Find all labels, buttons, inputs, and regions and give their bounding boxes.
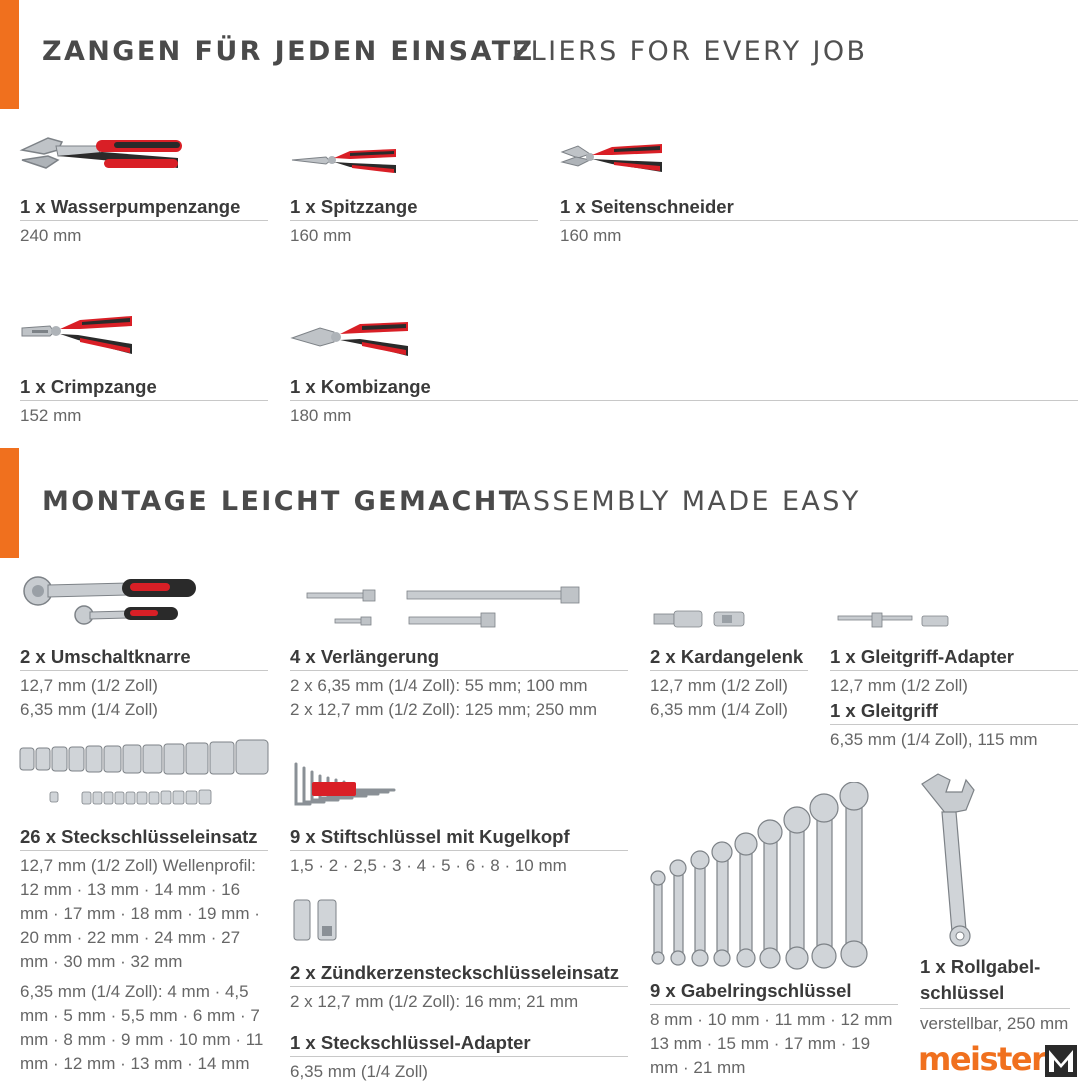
item-spec: 6,35 mm (1/4 Zoll), 115 mm <box>830 730 1038 749</box>
item-name: 1 x Rollgabel-schlüssel <box>920 954 1070 1009</box>
item-gleitgriff <box>830 700 1078 752</box>
item-spec: 12,7 mm (1/2 Zoll) <box>830 676 968 695</box>
item-name: 1 x Steckschlüssel-Adapter <box>290 1032 628 1057</box>
item-name: 1 x Kombizange <box>290 376 1078 401</box>
accent-bar-section1 <box>0 0 19 109</box>
needle-nose-pliers-image <box>290 145 400 177</box>
combination-pliers-image <box>290 318 410 360</box>
item-umschaltknarre <box>20 646 268 722</box>
item-spec: 180 mm <box>290 406 352 425</box>
combination-wrenches-image <box>648 782 880 974</box>
water-pump-pliers-image <box>18 132 188 177</box>
item-spec: 6,35 mm (1/4 Zoll) <box>650 700 788 719</box>
section1-title-en: PLIERS FOR EVERY JOB <box>512 36 868 67</box>
item-spec: 6,35 mm (1/4 Zoll): 4 mm · 4,5 mm · 5 mm · 5,5 mm · 6 mm · 7 mm · 8 mm · 9 mm · 10 mm · 11 mm · 12 mm · 13 mm · 14 mm <box>20 982 264 1073</box>
item-steckschluessel-adapter <box>290 1032 628 1084</box>
item-spec: 2 x 12,7 mm (1/2 Zoll): 125 mm; 250 mm <box>290 700 598 719</box>
item-kombizange <box>290 376 1078 428</box>
item-name: 1 x Gleitgriff-Adapter <box>830 646 1078 671</box>
universal-joint-image <box>652 608 752 632</box>
item-name: 26 x Steckschlüsseleinsatz <box>20 826 268 851</box>
ratchet-image <box>18 575 198 627</box>
item-zuendkerzensteckschluesseleinsatz <box>290 962 628 1014</box>
section1-title-de: ZANGEN FÜR JEDEN EINSATZ <box>42 36 535 67</box>
item-spitzzange <box>290 196 538 248</box>
hex-keys-image <box>290 758 402 812</box>
item-gleitgriff-adapter <box>830 646 1078 698</box>
item-spec: 160 mm <box>560 226 622 245</box>
meister-logo: meister <box>918 1040 1046 1078</box>
item-name: 2 x Umschaltknarre <box>20 646 268 671</box>
item-name: 9 x Gabelringschlüssel <box>650 980 898 1005</box>
item-name: 1 x Gleitgriff <box>830 700 1078 725</box>
item-spec: 12,7 mm (1/2 Zoll) <box>20 676 158 695</box>
item-stiftschluessel <box>290 826 628 878</box>
section2-title-en: ASSEMBLY MADE EASY <box>512 486 861 517</box>
item-name: 1 x Wasserpumpenzange <box>20 196 268 221</box>
side-cutter-image <box>560 140 666 178</box>
item-name: 1 x Spitzzange <box>290 196 538 221</box>
item-kardangelenk <box>650 646 808 722</box>
sliding-handle-image <box>836 610 952 632</box>
meister-logo-mark-icon <box>1044 1044 1078 1078</box>
extension-bars-image <box>305 585 585 629</box>
item-spec: 152 mm <box>20 406 82 425</box>
item-wasserpumpenzange <box>20 196 268 248</box>
accent-bar-section2 <box>0 448 19 558</box>
item-spec: verstellbar, 250 mm <box>920 1014 1069 1033</box>
item-name: 2 x Zündkerzensteckschlüsseleinsatz <box>290 962 628 987</box>
crimping-pliers-image <box>20 314 136 358</box>
item-gabelringschluessel <box>650 980 898 1080</box>
item-rollgabelschluessel <box>920 954 1070 1036</box>
item-verlaengerung <box>290 646 628 722</box>
item-name: 1 x Seitenschneider <box>560 196 1078 221</box>
item-steckschluesseleinsatz <box>20 826 268 1076</box>
item-spec: 1,5 · 2 · 2,5 · 3 · 4 · 5 · 6 · 8 · 10 mm <box>290 856 567 875</box>
item-crimpzange <box>20 376 268 428</box>
section2-title-de: MONTAGE LEICHT GEMACHT <box>42 486 520 517</box>
item-name: 2 x Kardangelenk <box>650 646 808 671</box>
item-name: 9 x Stiftschlüssel mit Kugelkopf <box>290 826 628 851</box>
item-spec: 160 mm <box>290 226 352 245</box>
item-spec: 6,35 mm (1/4 Zoll) <box>20 700 158 719</box>
adjustable-wrench-image <box>916 770 976 952</box>
item-spec: 8 mm · 10 mm · 11 mm · 12 mm 13 mm · 15 mm · 17 mm · 19 mm · 21 mm <box>650 1010 893 1077</box>
spark-plug-sockets-image <box>290 896 346 946</box>
sockets-image <box>18 738 272 808</box>
item-spec: 12,7 mm (1/2 Zoll) <box>650 676 788 695</box>
item-spec: 6,35 mm (1/4 Zoll) <box>290 1062 428 1081</box>
item-seitenschneider <box>560 196 1078 248</box>
item-spec: 2 x 6,35 mm (1/4 Zoll): 55 mm; 100 mm <box>290 676 588 695</box>
item-spec: 12,7 mm (1/2 Zoll) Wellenprofil: 12 mm · 13 mm · 14 mm · 16 mm · 17 mm · 18 mm · 19 mm · 20 mm · 22 mm · 24 mm · 27 mm · 30 mm · 32 mm <box>20 856 260 971</box>
item-spec: 240 mm <box>20 226 82 245</box>
item-spec: 2 x 12,7 mm (1/2 Zoll): 16 mm; 21 mm <box>290 992 579 1011</box>
item-name: 4 x Verlängerung <box>290 646 628 671</box>
item-name: 1 x Crimpzange <box>20 376 268 401</box>
